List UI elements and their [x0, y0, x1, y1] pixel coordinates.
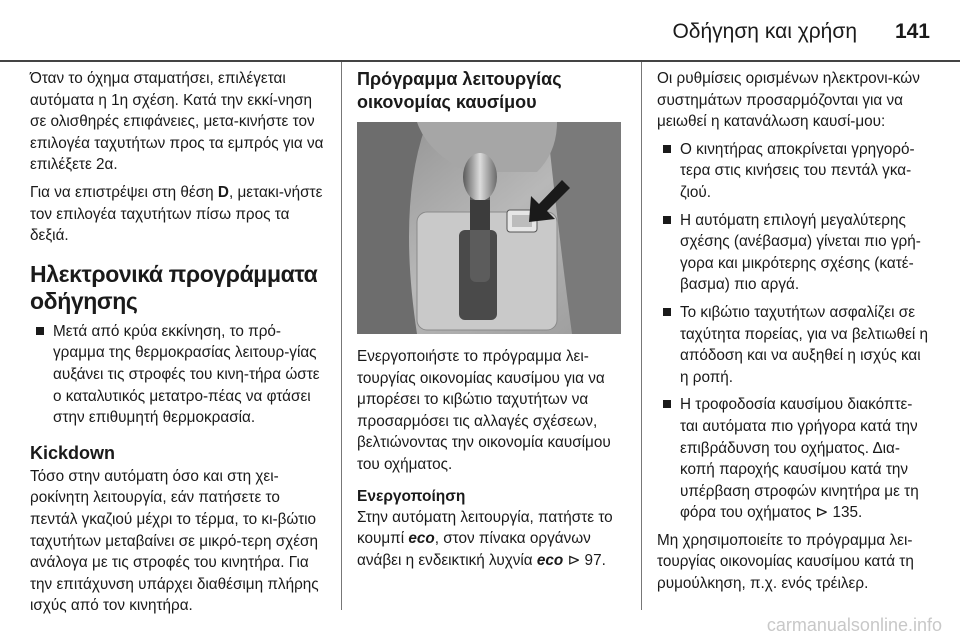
heading-eco-program: Πρόγραμμα λειτουργίας οικονομίας καυσίμου: [357, 69, 562, 112]
towing-note: Μη χρησιμοποιείτε το πρόγραμμα λει-τουργίας οικονομίας καυσίμου κατά τη ρυμούλκηση, π.χ. ενός τρέιλερ.: [657, 531, 914, 593]
eco-intro-paragraph: Ενεργοποιήστε το πρόγραμμα λει-τουργίας οικονομίας καυσίμου για να μπορέσει το κιβώτιο ταχυτήτων να προσαρμόσει τις αλλαγές σχέσεων, βελτιώνοντας την οικονομία καυσίμου του οχήματος.: [357, 348, 611, 473]
bullet-cold-start: Μετά από κρύα εκκίνηση, το πρό-γραμμα της θερμοκρασίας λειτουρ-γίας αυξάνει τις στροφές του κινη-τήρα ώστε ο καταλυτικός μετατρο-πέας να φτάσει στην επιθυμητή θερμοκρασία.: [30, 321, 328, 429]
page-number: 141: [894, 20, 930, 43]
watermark: [0, 610, 960, 642]
column-divider-1: [341, 62, 342, 610]
eco-indicator-label: eco: [536, 551, 564, 569]
column-2: [357, 68, 627, 577]
column-1: [30, 68, 328, 623]
page-ref-icon: ⊳: [815, 504, 829, 522]
column-3: [657, 68, 930, 601]
position-d: D: [217, 183, 229, 201]
gear-selector-photo: [357, 122, 621, 334]
header-rule: [0, 60, 960, 62]
heading-driving-programs: Ηλεκτρονικά προγράμματα οδήγησης: [30, 260, 318, 314]
bullet-engine-response: Ο κινητήρας αποκρίνεται γρηγορό-τερα στις κινήσεις του πεντάλ γκα-ζιού.: [657, 139, 930, 204]
heading-kickdown: Kickdown: [30, 442, 116, 463]
kickdown-paragraph: Τόσο στην αυτόματη όσο και στη χει-ροκίνητη λειτουργία, εάν πατήσετε το πεντάλ γκαζιού μέχρι το τέρμα, το κι-βώτιο ταχυτήτων μεταβαίνει σε μικρό-τερη σχέση ανάλογα με τις στροφές του κινητήρα. Για την επιτάχυνση υπάρχει διαθέσιμη πλήρης ισχύς από τον κινητήρα.: [30, 467, 319, 615]
column-divider-2: [641, 62, 642, 610]
heading-activation: Ενεργοποίηση: [357, 487, 466, 505]
settings-intro: Οι ρυθμίσεις ορισμένων ηλεκτρονι-κών συστημάτων προσαρμόζονται για να μειωθεί η κατανάλωση καυσί-μου:: [657, 70, 920, 131]
page-header: [0, 0, 960, 60]
bullet-shift-points: Η αυτόματη επιλογή μεγαλύτερης σχέσης (ανέβασμα) γίνεται πιο γρή-γορα και μικρότερης σχέσης (κατέ-βασμα) πιο αργά.: [657, 210, 930, 296]
return-d-paragraph: Για να επιστρέψει στη θέση D, μετακι-νήστε τον επιλογέα ταχυτήτων πίσω προς τα δεξιά.: [30, 183, 323, 245]
bullet-fuel-cutoff: Η τροφοδοσία καυσίμου διακόπτε-ται αυτόματα πιο γρήγορα κατά την επιβράδυνση του οχήματος. Δια-κοπή παροχής καυσίμου κατά την υπέρβαση στροφών κινητήρα με τη φόρα του οχήματος ⊳ 135.: [657, 394, 930, 524]
page-ref-icon: ⊳: [567, 551, 581, 569]
section-title: Οδήγηση και χρήση: [672, 20, 857, 43]
stop-paragraph: Όταν το όχημα σταματήσει, επιλέγεται αυτόματα η 1η σχέση. Κατά την εκκί-νηση σε ολισθηρές επιφάνειες, μετα-κινήστε τον επιλογέα ταχυτήτων προς τα εμπρός για να επιλέξετε 2α.: [30, 70, 324, 174]
activation-paragraph: Στην αυτόματη λειτουργία, πατήστε το κουμπί eco, στον πίνακα οργάνων ανάβει η ενδεικτική λυχνία eco ⊳ 97.: [357, 508, 613, 569]
eco-button-label: eco: [408, 530, 435, 548]
watermark-text: carmanualsonline.info: [766, 615, 942, 635]
bullet-gear-lock: Το κιβώτιο ταχυτήτων ασφαλίζει σε ταχύτητα πορείας, για να βελτιωθεί η απόδοση και να αυξηθεί η ισχύς και η ροπή.: [657, 302, 930, 388]
